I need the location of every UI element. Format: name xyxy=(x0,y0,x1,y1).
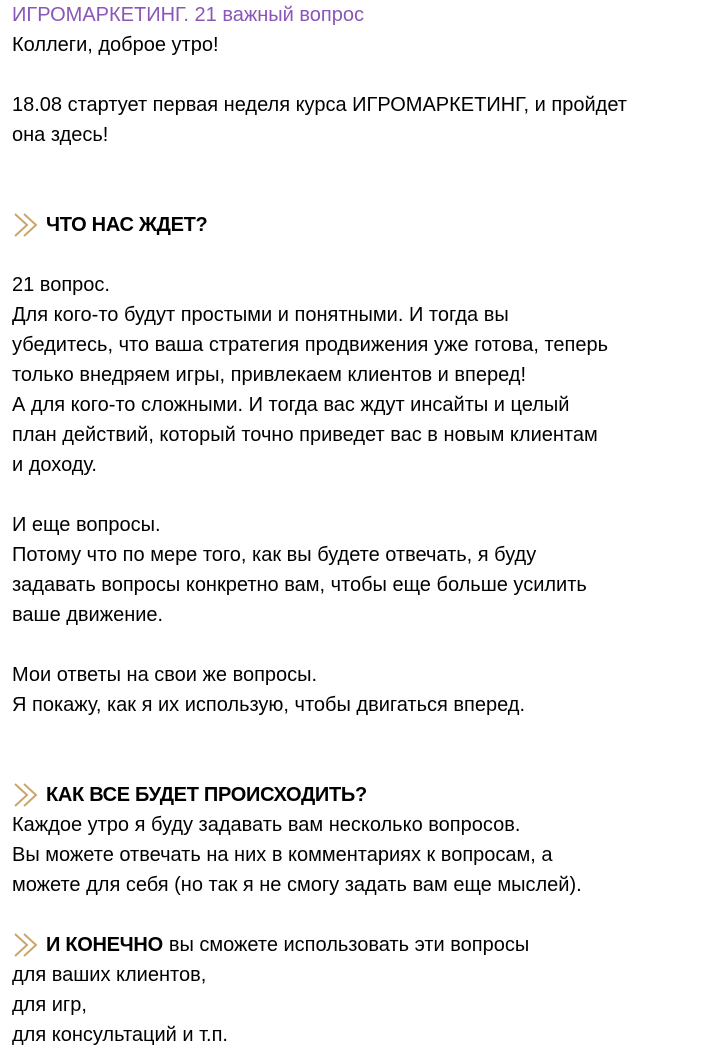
paragraph-line: Мои ответы на свои же вопросы. xyxy=(12,664,318,686)
paragraph-line: Я покажу, как я их использую, чтобы двигаться вперед. xyxy=(12,694,525,716)
paragraph-line: только внедряем игры, привлекаем клиентов и вперед! xyxy=(12,364,527,386)
paragraph-line: для консультаций и т.п. xyxy=(12,1024,228,1046)
section-heading-text: ЧТО НАС ЖДЕТ? xyxy=(46,214,208,236)
intro-line: она здесь! xyxy=(12,124,109,146)
paragraph-line: Для кого-то будут простыми и понятными. И тогда вы xyxy=(12,304,509,326)
paragraph-line: задавать вопросы конкретно вам, чтобы еще больше усилить xyxy=(12,574,587,596)
section-heading-text: КАК ВСЕ БУДЕТ ПРОИСХОДИТЬ? xyxy=(46,784,367,806)
double-chevron-right-icon xyxy=(12,210,46,240)
paragraph-line: для игр, xyxy=(12,994,87,1016)
paragraph-line: план действий, который точно приведет вас в новым клиентам xyxy=(12,424,598,446)
paragraph-line: можете для себя (но так я не смогу задать вам еще мыслей). xyxy=(12,874,582,896)
paragraph-line: Потому что по мере того, как вы будете отвечать, я буду xyxy=(12,544,537,566)
paragraph-line: А для кого-то сложными. И тогда вас ждут инсайты и целый xyxy=(12,394,570,416)
section-heading-text: И КОНЕЧНО xyxy=(46,934,163,956)
section-heading-rest: вы сможете использовать эти вопросы xyxy=(168,934,530,956)
intro-line: 18.08 стартует первая неделя курса ИГРОМАРКЕТИНГ, и пройдет xyxy=(12,94,627,116)
greeting-text: Коллеги, доброе утро! xyxy=(12,34,219,56)
section-heading-what-awaits xyxy=(12,210,712,240)
paragraph-line: для ваших клиентов, xyxy=(12,964,207,986)
paragraph-line: Вы можете отвечать на них в комментариях к вопросам, а xyxy=(12,844,553,866)
paragraph-line: Каждое утро я буду задавать вам несколько вопросов. xyxy=(12,814,521,836)
double-chevron-right-icon xyxy=(12,930,46,960)
section-heading-how-it-works xyxy=(12,780,712,810)
paragraph-line: И еще вопросы. xyxy=(12,514,161,536)
section-heading-of-course xyxy=(12,930,712,960)
paragraph-line: 21 вопрос. xyxy=(12,274,110,296)
paragraph-line: ваше движение. xyxy=(12,604,164,626)
paragraph-line: убедитесь, что ваша стратегия продвижения уже готова, теперь xyxy=(12,334,609,356)
message-title[interactable]: ИГРОМАРКЕТИНГ. 21 важный вопрос xyxy=(12,4,364,26)
message-bubble xyxy=(12,0,712,1050)
double-chevron-right-icon xyxy=(12,780,46,810)
paragraph-line: и доходу. xyxy=(12,454,97,476)
